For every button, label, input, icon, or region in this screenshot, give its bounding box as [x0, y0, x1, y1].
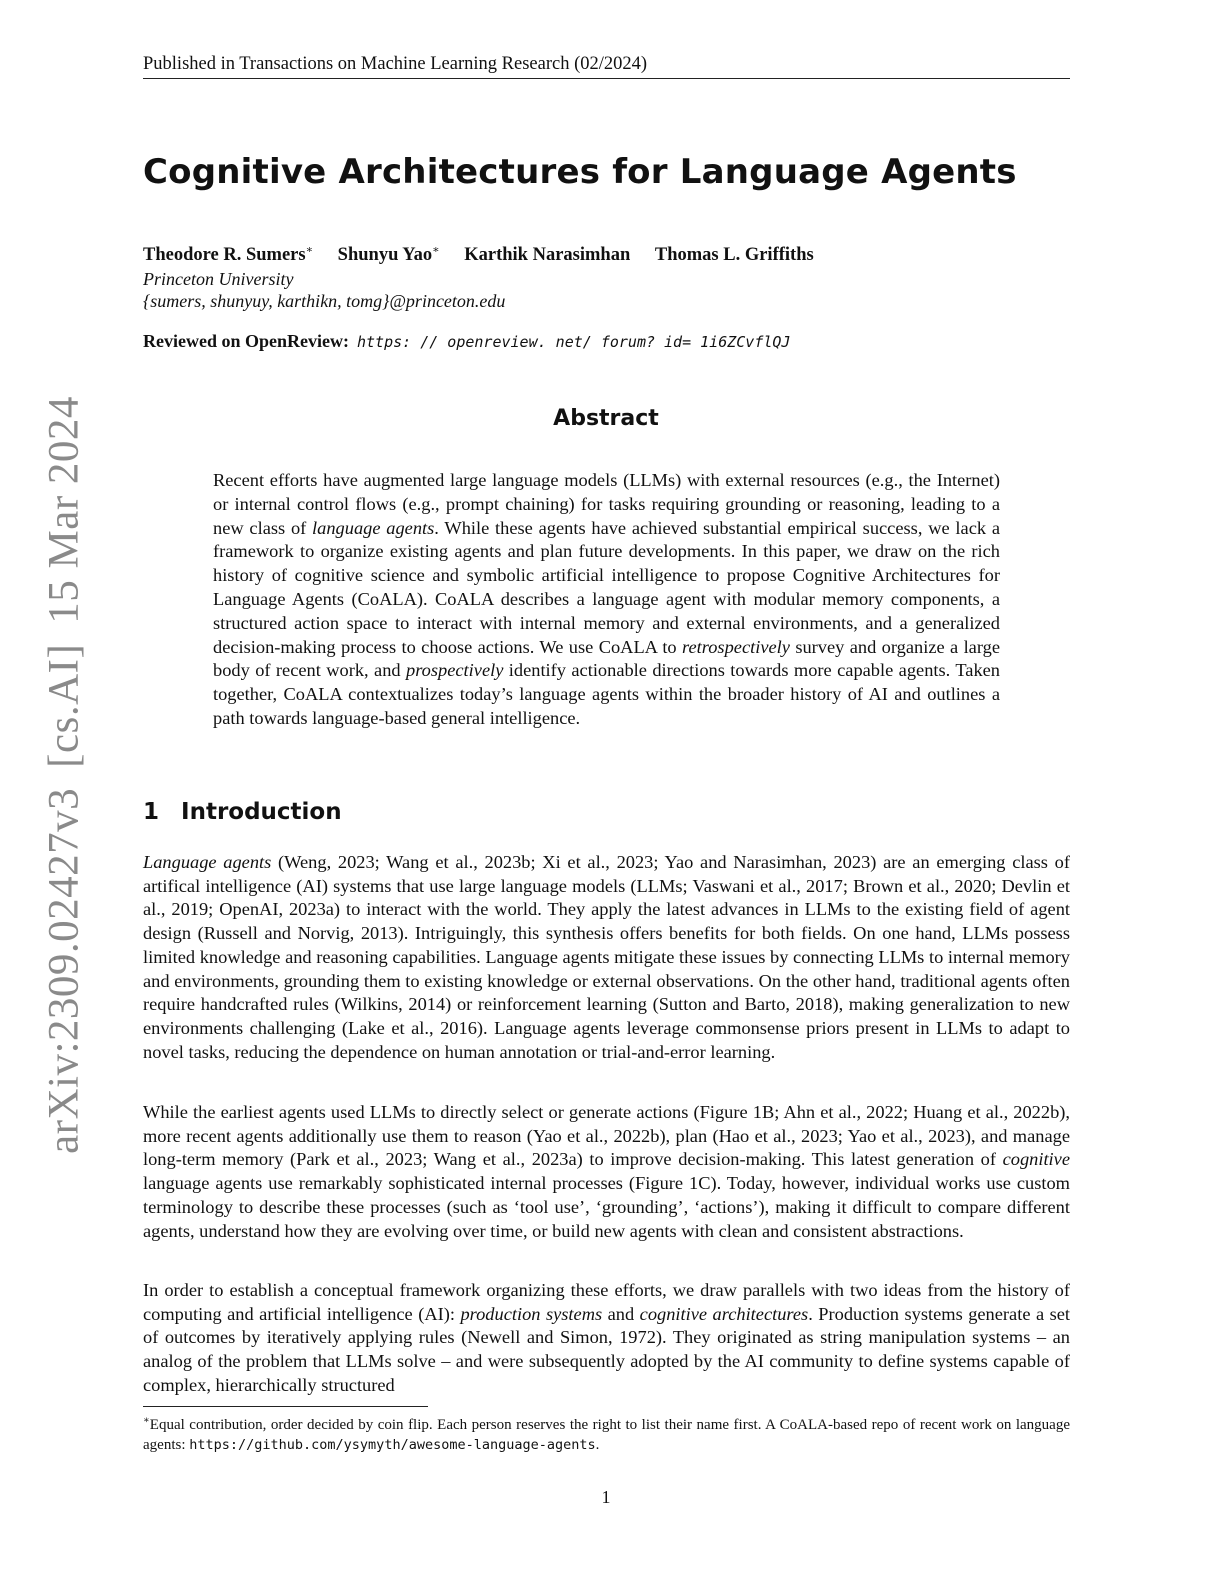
abstract-heading: Abstract: [553, 406, 659, 431]
arxiv-id: arXiv:2309.02427v3: [40, 787, 88, 1154]
emphasized-text: Language agents: [143, 852, 272, 872]
footnote-mark: ∗: [143, 1415, 150, 1426]
paper-title: Cognitive Architectures for Language Agents: [143, 152, 1017, 192]
text-run: identify actionable directions towards more capable agents. Taken together, CoALA contextualizes today’s language agents within the broader history of AI and outlines a path towards language-based general intelligence.: [213, 660, 1000, 728]
emphasized-text: prospectively: [406, 660, 504, 681]
text-run: . While these agents have achieved substantial empirical success, we lack a framework to organize existing agents and plan future developments. In this paper, we draw on the rich history of cognitive science and symbolic artificial intelligence to propose Cognitive Architectures for Language Agents (CoALA). CoALA describes a language agent with modular memory components, a structured action space to interact with internal memory and external environments, and a generalized decision-making process to choose actions. We use CoALA to: [213, 517, 1000, 657]
abstract-text: [213, 469, 1000, 731]
review-label: Reviewed on OpenReview:: [143, 331, 349, 351]
footnote-divider: [143, 1406, 428, 1407]
arxiv-category: [cs.AI]: [40, 643, 88, 768]
text-run: In order to establish a conceptual framework organizing these efforts, we draw parallels with two ideas from the history of computing and artificial intelligence (AI):: [143, 1280, 1070, 1324]
text-run: While the earliest agents used LLMs to directly select or generate actions (Figure 1B; Ahn et al., 2022; Huang et al., 2022b), more recent agents additionally use them to reason (Yao et al., 2022b), plan (Hao et al., 2023; Yao et al., 2023), and manage long-term memory (Park et al., 2023; Wang et al., 2023a) to improve decision-making. This latest generation of: [143, 1102, 1070, 1170]
text-run: (Weng, 2023; Wang et al., 2023b; Xi et al., 2023; Yao and Narasimhan, 2023) are an emerging class of artifical intelligence (AI) systems that use large language models (LLMs; Vaswani et al., 2017; Brown et al., 2020; Devlin et al., 2019; OpenAI, 2023a) to interact with the world. They apply the latest advances in LLMs to the existing field of agent design (Russell and Norvig, 2013). Intriguingly, this synthesis offers benefits for both fields. On one hand, LLMs possess limited knowledge and reasoning capabilities. Language agents mitigate these issues by connecting LLMs to internal memory and environments, grounding them to existing knowledge or external observations. On the other hand, traditional agents often require handcrafted rules (Wilkins, 2014) or reinforcement learning (Sutton and Barto, 2018), making generalization to new environments challenging (Lake et al., 2016). Language agents leverage commonsense priors present in LLMs to adapt to novel tasks, reducing the dependence on human annotation or trial-and-error learning.: [143, 852, 1070, 1062]
journal-header: Published in Transactions on Machine Learning Research (02/2024): [143, 52, 1070, 79]
text-run: survey and organize a large body of recent work, and: [213, 636, 1000, 681]
body-paragraph: [143, 1279, 1070, 1398]
body-paragraph: [143, 1101, 1070, 1243]
footnote: ∗Equal contribution, order decided by coin flip. Each person reserves the right to list their name first. A CoALA-based repo of recent work on language agents: https://github.com/ysymyth/awesome-language-agents.: [143, 1415, 1070, 1453]
author-list: [143, 243, 834, 266]
text-run: Recent efforts have augmented large language models (LLMs) with external resources (e.g., the Internet) or internal control flows (e.g., prompt chaining) for tasks requiring grounding or reasoning, leading to a new class of: [213, 470, 1000, 538]
review-line: [143, 331, 790, 352]
emphasized-text: language agents: [312, 517, 435, 538]
emphasized-text: production systems: [460, 1303, 603, 1324]
page-number: 1: [601, 1487, 611, 1507]
arxiv-date: 15 Mar 2024: [40, 396, 88, 624]
emphasized-text: retrospectively: [682, 636, 790, 657]
text-run: . Production systems generate a set of outcomes by iteratively applying rules (Newell and Simon, 1972). They originated as string manipulation systems – an analog of the problem that LLMs solve – and were subsequently adopted by the AI community to define systems capable of complex, hierarchically structured: [143, 1303, 1071, 1395]
affiliation-block: [143, 268, 505, 312]
emphasized-text: cognitive architectures: [639, 1303, 809, 1324]
author: Shunyu Yao∗: [337, 244, 440, 266]
author: Thomas L. Griffiths: [654, 245, 814, 266]
github-link[interactable]: https://github.com/ysymyth/awesome-language-agents: [189, 1437, 596, 1453]
text-run: and: [602, 1303, 640, 1324]
author: Karthik Narasimhan: [464, 245, 631, 266]
section-heading: [143, 799, 342, 825]
emphasized-text: cognitive: [1002, 1149, 1070, 1170]
text-run: language agents use remarkably sophisticated internal processes (Figure 1C). Today, however, individual works use custom terminology to describe these processes (such as ‘tool use’, ‘grounding’, ‘actions’), making it difficult to compare different agents, understand how they are evolving over time, or build new agents with clean and consistent abstractions.: [143, 1173, 1070, 1241]
author: Theodore R. Sumers∗: [143, 244, 314, 266]
affiliation: Princeton University: [143, 269, 294, 289]
body-paragraph: [143, 851, 1070, 1064]
arxiv-stamp: [40, 376, 89, 1154]
openreview-link[interactable]: https: // openreview. net/ forum? id= 1i6ZCvflQJ: [356, 333, 791, 351]
section-number: 1: [143, 799, 160, 825]
author-emails: {sumers, shunyuy, karthikn, tomg}@princeton.edu: [143, 291, 506, 311]
footnote-text: Equal contribution, order decided by coin flip. Each person reserves the right to list their name first. A CoALA-based repo of recent work on language agents:: [143, 1417, 1070, 1453]
section-title: Introduction: [181, 799, 342, 825]
